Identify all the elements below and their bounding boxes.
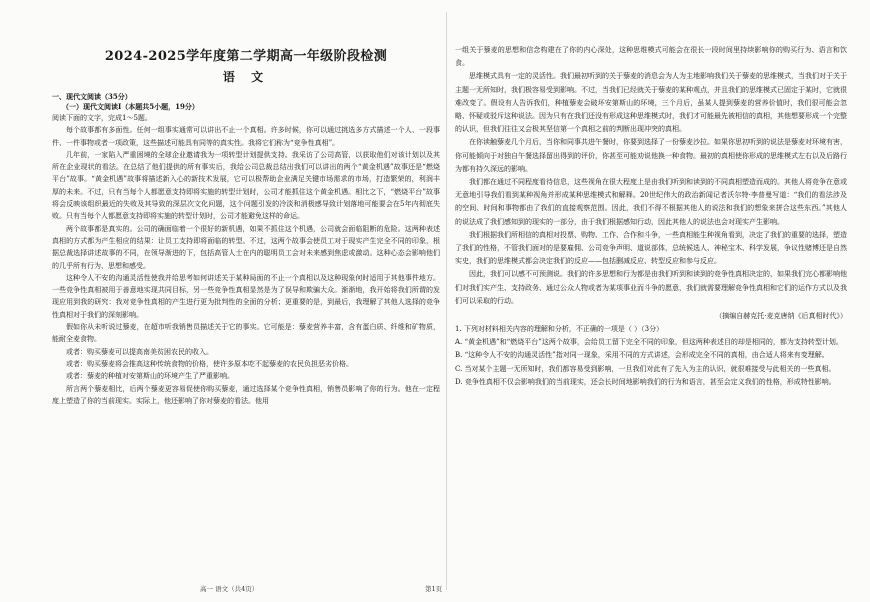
passage-paragraph: 几年前，一家陷入严重困境的全球企业邀请我为一项转型计划提供支持。我采访了公司高管，以获取他们对该计划以及其所在企业现状的看法。在总结了他们提供的所有事实后，我给公司总裁总结出我们可以讲出的两个“黄金机遇”故事还是“燃烧平台”故事。“黄金机遇”故事将描述新入心的新技术发展，它可以极帮助企业满足关键市场需求的市场，打造繁荣的，利润丰厚的未来。不过，只有当每个人都愿意支持即将实施的转型计划时，公司才能抓住这个黄金机遇。相比之下，“燃烧平台”故事将会反映该组织最近的失败及其导致的深层次文化问题，这个问题引发的冷淡和消极感导致计划落地可能要会在5年内彻底失败。只有当每个人都愿意支持即将实施的转型计划时，公司才能避免这样的命运。 bbox=[52, 150, 440, 221]
option-b: B. “这种令人不安的沟通灵活性”指对同一现象，采用不同的方式讲述，会形成完全不同的真相，由合适人将来有变理解。 bbox=[455, 351, 829, 360]
source-citation: （摘编自赫克托·麦克唐纳《后真相时代》） bbox=[715, 312, 847, 321]
passage-paragraph: 所言两个藜麦相比，后两个藜麦更容易促使你购买藜麦，通过选择某个竞争性真相，销售员影响了你的行为。他在一定程度上塑造了你的当前现实。实际上，他还影响了你对藜麦的看法。他用 bbox=[52, 384, 440, 405]
option-a: A. “黄金机遇”和“燃烧平台”这两个故事，会给员工留下完全不同的印象，但这两种表述目的却是相同的，都为支持转型计划。 bbox=[455, 338, 843, 347]
footer-page-number: 第1页 bbox=[425, 585, 443, 593]
option-c: C. 当对某个主题一无所知时，我们都容易受到影响，一旦我们对此有了先入为主的认识，就很难接受与此相关的一些真相。 bbox=[455, 364, 836, 373]
option-d: D. 竞争性真相不仅会影响我们的当前现实，还会长时间地影响我们的行为和语言，甚至会定义我们的性格，形成特性影响。 bbox=[455, 377, 836, 386]
right-column bbox=[455, 0, 847, 602]
passage-paragraph: 假如你从未听说过藜麦，在超市听我销售员描述关于它的事实。它可能是：藜麦营养丰富，含有蛋白质、纤维和矿物质，能耐全麦食物。 bbox=[52, 323, 440, 344]
column-divider bbox=[446, 12, 447, 590]
passage-paragraph: 或者：购买藜麦可以提高南美贫困农民的收入。 bbox=[66, 347, 213, 356]
right-text bbox=[455, 44, 847, 389]
passage-paragraph: 我们根据我们所相信的真相对投票、购物、工作、合作和斗争，一些真相能生种视角看到，决定了我们的重要的选择，塑造了我们的性格，不管我们面对的是要雇佣、公司竞争声明、道说部体，总统候选人、神秘宝木、科学发展，争议性赌博还是自然实史，我们的思维模式都会决定我们的反应——包括删减反应、转型反应和参与反应。 bbox=[455, 230, 847, 266]
passage-paragraph: 一组关于藜麦的思想和信念构建在了你的内心深处，这种思维模式可能会在很长一段时间里持续影响你的购买行为、语言和饮食。 bbox=[455, 46, 847, 68]
reading-instructions: 阅读下面的文字，完成1～5题。 bbox=[52, 114, 152, 122]
passage-paragraph: 每个故事都有多面性。任何一组事实通常可以讲出不止一个真相。许多时候，你可以通过挑选多方式描述一个人、一段事件、一件事物或者一项政策，这些描述可能具有同等的真实性。我将它们称为“竞争性真相”。 bbox=[52, 126, 440, 147]
question-number: 1 bbox=[455, 325, 460, 334]
left-column bbox=[52, 0, 443, 602]
passage-paragraph: 思维模式具有一定的灵活性。我们最初听到的关于藜麦的消息会为人为主地影响我们关于藜麦的思维模式，当我们对于关于主题一无所知时，我们极容易受到影响。不过，当我们已经就关于藜麦的某种观点，并且我们的思维模式已固定于某时，它就很难改变了。假设有人告诉我们，种植藜麦会破坏安第斯山的环境，三个月后，虽某人提到藜麦的营养价值时，我们很可能会忽略、怀疑或驳斥这种说法。因为只有在我们还没有形成这种思维模式时，我们才可能最先被相信的真相，其他想要形成一个完整的认识，但我们往往又会极其坚信第一个真相之前的判断出现冲突的真相。 bbox=[455, 72, 847, 134]
subsection-heading: （一）现代文阅读Ⅰ（本题共5小题，19分） bbox=[62, 102, 199, 111]
passage-left bbox=[52, 124, 440, 576]
passage-paragraph: 我们都在通过不同程度看待信息，这些视角在很大程度上是由我们听到和读到的不同真相塑造而成的。其他人将竞争在意或无意地引导我们看到某种视角并形成某种思维模式和解释。20世纪伟大的政治新闻记者沃尔特·李普曼写道：“我们的看法涉及的空间、时间和事物都由了我们的直接观察范围。因此，我们不得不根据其他人的说法和我们的想象来拼合这些东西。”其他人的说法成了我们感知到的现实的一部分，由于我们根据感知行动，因此其他人的说法也会对现实产生影响。 bbox=[455, 178, 847, 226]
passage-paragraph: 因此，我们可以感不可预测说。我们的许多思想和行为都是由我们听到和读到的竞争性真相决定的，如果我们完心都影响他们对我们实产生、支持政务、通过公众人物或者为某项事业而斗争的愿意，我们就需要理解竞争性真相和它们的运作方式以及我们可以采取的行动。 bbox=[455, 270, 847, 305]
question-text: 下列对材料相关内容的理解和分析，不正确的一项是（ ）（3分） bbox=[463, 325, 664, 334]
left-text bbox=[52, 92, 440, 576]
passage-paragraph: 两个故事都是真实的。公司的确面临着一个很好的新机遇，如果不抓住这个机遇，公司就会面临阻断的危险。这两种表述真相的方式都为产生相应的结果：让员工支持即将面临的转型。不过，这两个故事会使员工对于现实产生完全不同的印象，根据总裁选择讲述故事的不同，在领导渐进的下，包括高管人士在内的聪明员工会对未来感到焦虑或激动。这种心态会影响他们的几乎所有行为、思想和感受。 bbox=[52, 224, 440, 270]
passage-paragraph: 这种令人不安的沟通灵活性使我并给思考如何讲述关于某种局面的不止一个真相以及这种现象何时适用于其他事件地方。一些竞争性真相被用于善意地实现共同目标，另一些竞争性真相显然是为了误导和欺骗大众。渐渐地，我开始将我们所谓的发现应用到我的研究：我对竞争性真相的产生进行更为批判性的全面的分析；更重要的是，到最后，我理解了其他人选择的竞争性真相对于我们的深刻影响。 bbox=[52, 273, 440, 319]
section-heading: 一、现代文阅读（35分） bbox=[52, 92, 132, 101]
footer-left: 高一 语文（共4页） bbox=[200, 585, 259, 593]
subject-heading: 语 文 bbox=[222, 70, 270, 84]
question-stem: 1. 下列对材料相关内容的理解和分析，不正确的一项是（ ）（3分） bbox=[455, 325, 664, 334]
passage-paragraph: 或者：购买藜麦将会推高这种传统食物的价格，使许多原本吃不起藜麦的农民负担恶劣价格。 bbox=[66, 359, 353, 368]
exam-title: 2024-2025学年度第二学期高一年级阶段检测 bbox=[104, 49, 388, 64]
passage-paragraph: 在你读触藜麦几个月后，当你和同事共进午餐时，你要到选择了一份藜麦沙拉。如果你思初听到的说法是藜麦对环境有害，你可能倾向于对独自午餐选择留出得到的评价，你甚至可能劝说他换一种食物。最初的真相使你形成的思维模式左右以及后路行为都有持久深远的影响。 bbox=[455, 138, 847, 173]
passage-paragraph: 或者：藜麦的种植对安第斯山的环境产生了严重影响。 bbox=[66, 372, 234, 381]
